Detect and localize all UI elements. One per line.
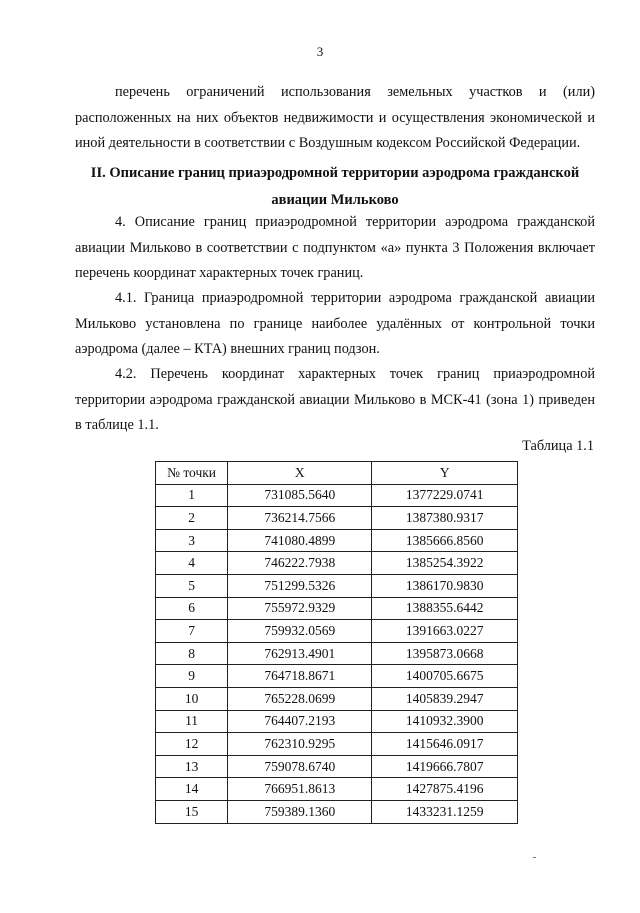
cell-point-number: 10	[156, 687, 228, 710]
cell-y: 1419666.7807	[372, 755, 518, 778]
table-row	[156, 507, 518, 530]
cell-point-number: 11	[156, 710, 228, 733]
cell-y: 1388355.6442	[372, 597, 518, 620]
table-row	[156, 710, 518, 733]
cell-point-number: 1	[156, 484, 228, 507]
cell-point-number: 8	[156, 642, 228, 665]
table-row	[156, 620, 518, 643]
cell-point-number: 14	[156, 778, 228, 801]
cell-y: 1400705.6675	[372, 665, 518, 688]
table-row	[156, 800, 518, 823]
cell-x: 759078.6740	[228, 755, 372, 778]
cell-x: 762310.9295	[228, 733, 372, 756]
cell-point-number: 3	[156, 529, 228, 552]
table-row	[156, 665, 518, 688]
cell-x: 751299.5326	[228, 574, 372, 597]
cell-y: 1391663.0227	[372, 620, 518, 643]
cell-point-number: 9	[156, 665, 228, 688]
cell-y: 1427875.4196	[372, 778, 518, 801]
cell-y: 1410932.3900	[372, 710, 518, 733]
cell-x: 741080.4899	[228, 529, 372, 552]
cell-point-number: 12	[156, 733, 228, 756]
cell-x: 731085.5640	[228, 484, 372, 507]
table-row	[156, 597, 518, 620]
table-row	[156, 484, 518, 507]
table-row	[156, 574, 518, 597]
cell-y: 1433231.1259	[372, 800, 518, 823]
table-row	[156, 687, 518, 710]
cell-point-number: 5	[156, 574, 228, 597]
paragraph-4-1: 4.1. Граница приаэродромной территории аэродрома гражданской авиации Мильково установлена по границе наиболее удалённых от контрольной точки аэродрома (далее – КТА) внешних границ подзон.	[75, 290, 595, 357]
cell-y: 1385666.8560	[372, 529, 518, 552]
header-point-number: № точки	[156, 462, 228, 485]
table-row	[156, 755, 518, 778]
header-x: X	[228, 462, 372, 485]
cell-point-number: 15	[156, 800, 228, 823]
cell-x: 755972.9329	[228, 597, 372, 620]
cell-x: 765228.0699	[228, 687, 372, 710]
cell-x: 759389.1360	[228, 800, 372, 823]
cell-point-number: 6	[156, 597, 228, 620]
cell-point-number: 13	[156, 755, 228, 778]
paragraph-restrictions: перечень ограничений использования земельных участков и (или) расположенных на них объектов недвижимости и осуществления экономической и иной деятельности в соответствии с Воздушным кодексом Российской Федерации.	[75, 84, 595, 151]
table-row	[156, 642, 518, 665]
cell-point-number: 7	[156, 620, 228, 643]
table-header-row	[156, 462, 518, 485]
cell-y: 1385254.3922	[372, 552, 518, 575]
cell-y: 1387380.9317	[372, 507, 518, 530]
cell-y: 1395873.0668	[372, 642, 518, 665]
cell-y: 1377229.0741	[372, 484, 518, 507]
cell-y: 1386170.9830	[372, 574, 518, 597]
table-row	[156, 733, 518, 756]
cell-x: 766951.8613	[228, 778, 372, 801]
table-row	[156, 529, 518, 552]
cell-y: 1405839.2947	[372, 687, 518, 710]
cell-y: 1415646.0917	[372, 733, 518, 756]
table-caption: Таблица 1.1	[522, 438, 594, 454]
cell-x: 759932.0569	[228, 620, 372, 643]
cell-x: 746222.7938	[228, 552, 372, 575]
paragraph-4-2: 4.2. Перечень координат характерных точек границ приаэродромной территории аэродрома гражданской авиации Мильково в МСК-41 (зона 1) приведен в таблице 1.1.	[75, 366, 595, 433]
cell-x: 736214.7566	[228, 507, 372, 530]
cell-point-number: 4	[156, 552, 228, 575]
cell-x: 764407.2193	[228, 710, 372, 733]
page-number: 3	[316, 44, 324, 59]
scan-speck	[533, 857, 536, 858]
table-row	[156, 778, 518, 801]
header-y: Y	[372, 462, 518, 485]
paragraph-4: 4. Описание границ приаэродромной территории аэродрома гражданской авиации Мильково в соответствии с подпунктом «а» пункта 3 Положения включает перечень координат характерных точек границ.	[75, 214, 595, 281]
cell-x: 762913.4901	[228, 642, 372, 665]
section-heading: II. Описание границ приаэродромной территории аэродрома гражданской авиации Мильково	[90, 165, 580, 208]
cell-x: 764718.8671	[228, 665, 372, 688]
coordinates-table	[155, 461, 518, 824]
table-row	[156, 552, 518, 575]
cell-point-number: 2	[156, 507, 228, 530]
